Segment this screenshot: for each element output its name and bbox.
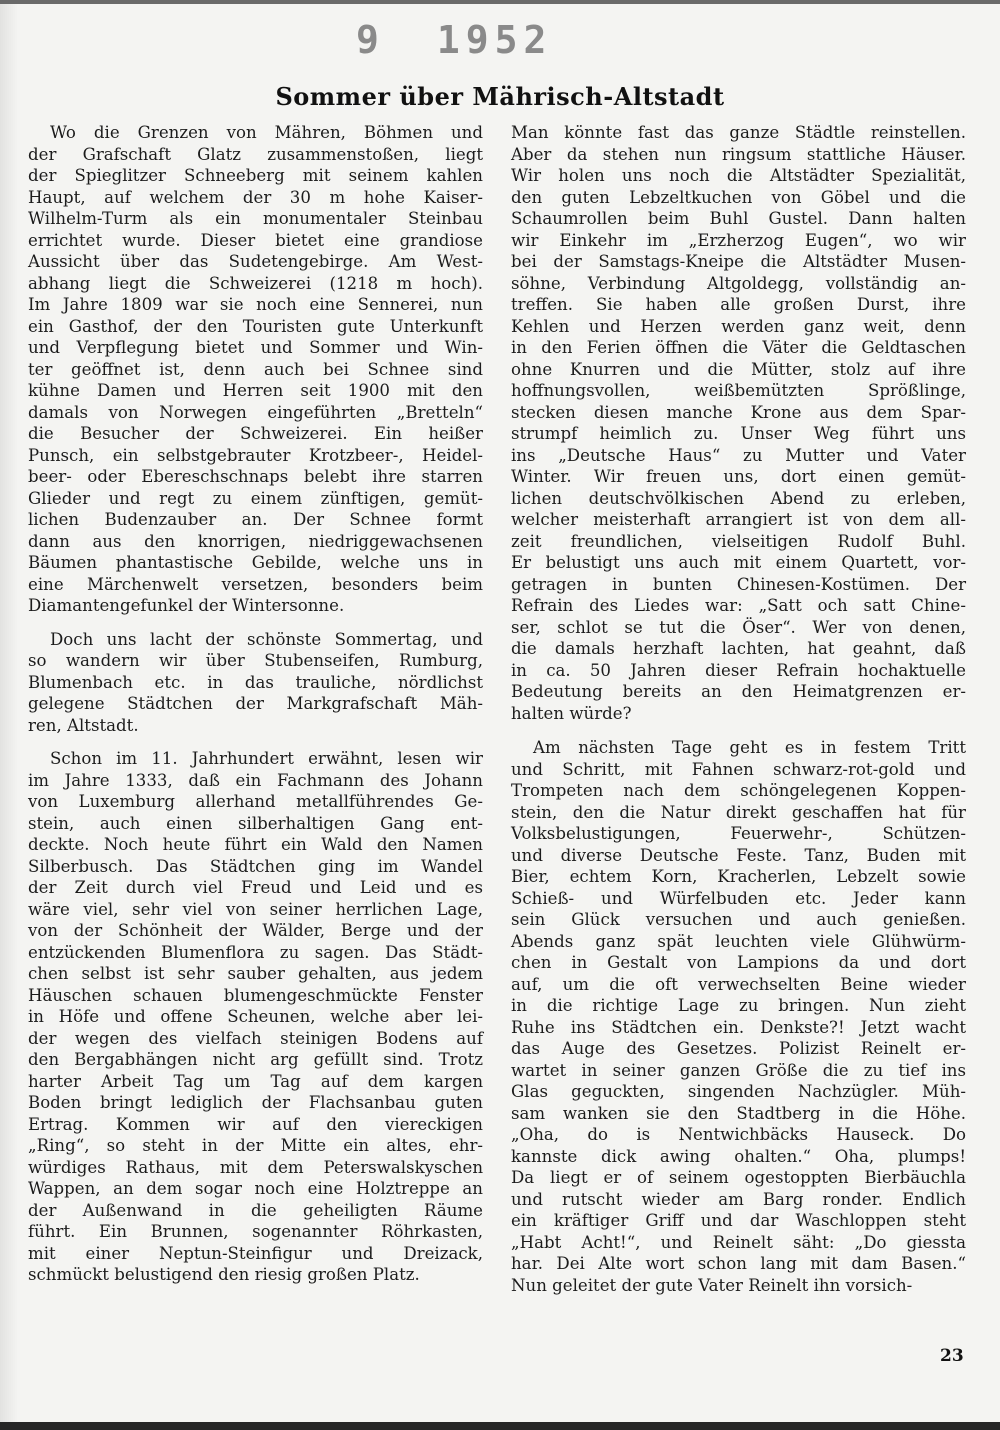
text-line: der Außenwand in die geheiligten Räume — [28, 1200, 483, 1220]
text-line: hoffnungsvollen, weißbemützten Sprößlinge, — [511, 381, 966, 400]
text-line: die damals herzhaft lachten, hat geahnt, daß — [511, 639, 966, 658]
text-line: und rutscht wieder am Barg ronder. Endlich — [511, 1189, 966, 1209]
text-line: Wappen, an dem sogar noch eine Holztreppe an — [28, 1179, 483, 1198]
paragraph — [28, 122, 483, 617]
text-line: den guten Lebzeltkuchen von Göbel und die — [511, 187, 966, 207]
text-line: auf, um die oft verwechselten Beine wieder — [511, 974, 966, 994]
text-line: damals von Norwegen eingeführten „Bretteln“ — [28, 402, 483, 422]
text-line: Haupt, auf welchem der 30 m hohe Kaiser- — [28, 187, 483, 207]
page-top-edge — [0, 0, 1000, 4]
text-line: ter geöffnet ist, denn auch bei Schnee sind — [28, 359, 483, 379]
text-line: Refrain des Liedes war: „Satt och satt Chine- — [511, 596, 966, 615]
paragraph — [511, 737, 966, 1296]
text-line: Man könnte fast das ganze Städtle reinstellen. — [511, 123, 966, 142]
text-line: Schaumrollen beim Buhl Gustel. Dann halten — [511, 209, 966, 228]
text-line: Volksbelustigungen, Feuerwehr-, Schützen- — [511, 824, 966, 843]
right-column — [511, 122, 966, 1296]
text-line: der Zeit durch viel Freud und Leid und es — [28, 878, 483, 897]
text-line: ohne Knurren und die Mütter, stolz auf ihre — [511, 359, 966, 379]
text-line: Er belustigt uns auch mit einem Quartett, vor- — [511, 553, 966, 572]
text-line: „Habt Acht!“, und Reinelt säht: „Do giessta — [511, 1232, 966, 1252]
text-line: und Schritt, mit Fahnen schwarz-rot-gold und — [511, 759, 966, 779]
text-line: Blumenbach etc. in das trauliche, nördlichst — [28, 672, 483, 692]
text-line: errichtet wurde. Dieser bietet eine grandiose — [28, 230, 483, 250]
text-line: Bier, echtem Korn, Kracherlen, Lebzelt sowie — [511, 867, 966, 886]
text-line: den Bergabhängen nicht arg gefüllt sind. Trotz — [28, 1050, 483, 1069]
text-line: Im Jahre 1809 war sie noch eine Sennerei, nun — [28, 295, 483, 314]
text-line: stein, auch einen silberhaltigen Gang ent- — [28, 813, 483, 833]
text-line: sein Glück versuchen und auch genießen. — [511, 910, 966, 929]
text-line: Winter. Wir freuen uns, dort einen gemüt- — [511, 467, 966, 486]
text-line: Schon im 11. Jahrhundert erwähnt, lesen wir — [50, 749, 483, 768]
text-line: welcher meisterhaft arrangiert ist von dem all- — [511, 510, 966, 529]
text-line: ren, Altstadt. — [28, 715, 139, 735]
text-line: Wilhelm-Turm als ein monumentaler Steinbau — [28, 209, 483, 228]
text-line: und Verpflegung bietet und Sommer und Win- — [28, 338, 483, 357]
paragraph — [28, 748, 483, 1286]
text-line: sam wanken sie den Stadtberg in die Höhe. — [511, 1103, 966, 1123]
text-line: wir Einkehr im „Erzherzog Eugen“, wo wir — [511, 230, 966, 250]
text-line: Bäumen phantastische Gebilde, welche uns in — [28, 553, 483, 572]
page-number: 23 — [940, 1346, 964, 1366]
text-line: lichen deutschvölkischen Abend zu erleben, — [511, 488, 966, 508]
stamp-year: 1952 — [436, 18, 553, 62]
text-line: Häuschen schauen blumengeschmückte Fenster — [28, 985, 483, 1005]
text-line: in Höfe und offene Scheunen, welche aber lei- — [28, 1007, 483, 1026]
text-line: stein, den die Natur direkt geschaffen hat für — [511, 802, 966, 822]
text-line: lichen Budenzauber an. Der Schnee formt — [28, 510, 483, 529]
text-line: der Grafschaft Glatz zusammenstoßen, liegt — [28, 144, 483, 164]
text-line: führt. Ein Brunnen, sogenannter Röhrkasten, — [28, 1222, 483, 1241]
text-line: „Oha, do is Nentwichbäcks Hauseck. Do — [511, 1125, 966, 1144]
text-line: Aussicht über das Sudetengebirge. Am West- — [28, 252, 483, 271]
text-line: würdiges Rathaus, mit dem Peterswalskyschen — [28, 1157, 483, 1177]
text-line: Bedeutung bereits an den Heimatgrenzen er- — [511, 682, 966, 701]
text-line: kannste dick awing ohalten.“ Oha, plumps! — [511, 1146, 966, 1166]
text-line: mit einer Neptun-Steinfigur und Dreizack, — [28, 1243, 483, 1263]
text-line: deckte. Noch heute führt ein Wald den Namen — [28, 835, 483, 854]
text-line: Wir holen uns noch die Altstädter Spezialität, — [511, 166, 966, 185]
text-line: beer- oder Ebereschschnaps belebt ihre starren — [28, 467, 483, 486]
text-line: söhne, Verbindung Altgoldegg, vollständig an- — [511, 273, 966, 293]
text-line: und diverse Deutsche Feste. Tanz, Buden mit — [511, 845, 966, 865]
text-line: Da liegt er of seinem ogestoppten Bierbäuchla — [511, 1168, 966, 1187]
text-line: bei der Samstags-Kneipe die Altstädter Musen- — [511, 252, 966, 271]
text-line: ein kräftiger Griff und dar Waschloppen steht — [511, 1211, 966, 1230]
text-line: wartet in seiner ganzen Größe die zu tief ins — [511, 1060, 966, 1080]
text-line: ein Gasthof, der den Touristen gute Unterkunft — [28, 316, 483, 336]
text-line: stecken diesen manche Krone aus dem Spar- — [511, 402, 966, 422]
text-line: im Jahre 1333, daß ein Fachmann des Johann — [28, 770, 483, 790]
text-line: entzückenden Blumenflora zu sagen. Das Städt- — [28, 942, 483, 962]
text-line: Silberbusch. Das Städtchen ging im Wandel — [28, 856, 483, 876]
text-line: Nun geleitet der gute Vater Reinelt ihn vorsich- — [511, 1275, 913, 1295]
text-line: abhang liegt die Schweizerei (1218 m hoch). — [28, 273, 483, 293]
text-line: der wegen des vielfach steinigen Bodens auf — [28, 1028, 483, 1048]
text-line: „Ring“, so steht in der Mitte ein altes, ehr- — [28, 1136, 483, 1155]
text-line: Wo die Grenzen von Mähren, Böhmen und — [50, 123, 483, 142]
stamp-issue-number: 9 — [356, 18, 385, 62]
text-line: eine Märchenwelt versetzen, besonders beim — [28, 574, 483, 594]
text-line: Doch uns lacht der schönste Sommertag, und — [50, 629, 483, 649]
text-line: Diamantengefunkel der Wintersonne. — [28, 596, 345, 615]
text-line: halten würde? — [511, 703, 632, 723]
text-line: Boden bringt lediglich der Flachsanbau guten — [28, 1093, 483, 1112]
text-line: chen in Gestalt von Lampions da und dort — [511, 953, 966, 972]
text-line: in den Ferien öffnen die Väter die Geldtaschen — [511, 338, 966, 357]
text-line: Glieder und regt zu einem zünftigen, gemüt- — [28, 488, 483, 508]
issue-stamp — [356, 18, 552, 62]
paragraph — [28, 629, 483, 737]
text-line: treffen. Sie haben alle großen Durst, ihre — [511, 295, 966, 314]
text-line: kühne Damen und Herren seit 1900 mit den — [28, 381, 483, 400]
text-line: Glas geguckten, singenden Nachzügler. Müh- — [511, 1082, 966, 1101]
left-column — [28, 122, 483, 1286]
paragraph — [511, 122, 966, 724]
text-line: ser, schlot se tut die Öser“. Wer von denen, — [511, 617, 966, 637]
text-line: Am nächsten Tage geht es in festem Tritt — [533, 738, 966, 757]
text-line: Punsch, ein selbstgebrauter Krotzbeer-, Heidel- — [28, 445, 483, 465]
text-line: harter Arbeit Tag um Tag auf dem kargen — [28, 1071, 483, 1091]
article-title: Sommer über Mährisch-Altstadt — [275, 82, 725, 112]
text-line: das Auge des Gesetzes. Polizist Reinelt er- — [511, 1039, 966, 1058]
text-line: getragen in bunten Chinesen-Kostümen. Der — [511, 574, 966, 594]
text-line: in die richtige Lage zu bringen. Nun zieht — [511, 996, 966, 1015]
text-line: wäre viel, sehr viel von seiner herrlichen Lage, — [28, 899, 483, 919]
page-bottom-edge — [0, 1422, 1000, 1430]
text-line: Trompeten nach dem schöngelegenen Koppen- — [511, 781, 966, 800]
text-line: von Luxemburg allerhand metallführendes Ge- — [28, 792, 483, 811]
text-line: in ca. 50 Jahren dieser Refrain hochaktuelle — [511, 660, 966, 680]
text-line: chen selbst ist sehr sauber gehalten, aus jedem — [28, 964, 483, 983]
text-line: Schieß- und Würfelbuden etc. Jeder kann — [511, 888, 966, 908]
text-line: ins „Deutsche Haus“ zu Mutter und Vater — [511, 445, 966, 465]
text-line: Abends ganz spät leuchten viele Glühwürm- — [511, 931, 966, 951]
text-line: der Spieglitzer Schneeberg mit seinem kahlen — [28, 166, 483, 185]
text-line: har. Dei Alte wort schon lang mit dam Basen.“ — [511, 1254, 966, 1273]
page-gutter-shadow — [0, 0, 18, 1430]
text-line: strumpf heimlich zu. Unser Weg führt uns — [511, 424, 966, 443]
text-line: Ruhe ins Städtchen ein. Denkste?! Jetzt wacht — [511, 1017, 966, 1037]
text-line: gelegene Städtchen der Markgrafschaft Mäh- — [28, 694, 483, 713]
text-line: Aber da stehen nun ringsum stattliche Häuser. — [511, 144, 966, 164]
text-line: Kehlen und Herzen werden ganz weit, denn — [511, 316, 966, 336]
text-line: die Besucher der Schweizerei. Ein heißer — [28, 424, 483, 443]
text-line: so wandern wir über Stubenseifen, Rumburg, — [28, 651, 483, 670]
text-line: Ertrag. Kommen wir auf den viereckigen — [28, 1114, 483, 1134]
text-line: dann aus den knorrigen, niedriggewachsenen — [28, 531, 483, 551]
text-line: schmückt belustigend den riesig großen Platz. — [28, 1265, 420, 1284]
text-line: von der Schönheit der Wälder, Berge und der — [28, 921, 483, 940]
text-line: zeit freundlichen, vielseitigen Rudolf Buhl. — [511, 531, 966, 551]
